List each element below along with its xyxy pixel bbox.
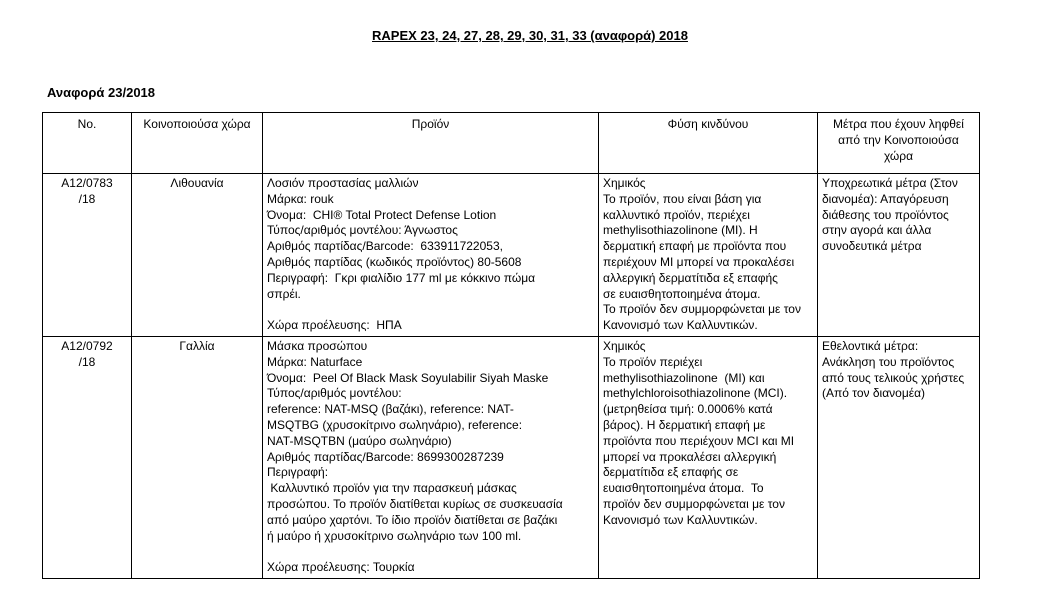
cell-measures: [818, 174, 980, 337]
cell-line: Λιθουανία: [170, 176, 224, 190]
cell-line: σε ευαισθητοποιημένα άτομα.: [603, 286, 761, 301]
cell-line: Λοσιόν προστασίας μαλλιών: [267, 176, 419, 190]
cell-line: συνοδευτικά μέτρα: [822, 239, 922, 254]
header-no: No.: [43, 113, 132, 174]
cell-line: Χημικός: [603, 338, 646, 353]
cell-line: Γαλλία: [179, 338, 215, 353]
cell-line: NAT-MSQTBN (μαύρο σωληνάριο): [267, 433, 452, 448]
cell-line: Αριθμός παρτίδας (κωδικός προϊόντος) 80-5608: [267, 254, 522, 269]
cell-line: Κανονισμό των Καλλυντικών.: [603, 318, 758, 333]
cell-line: Χώρα προέλευσης: ΗΠΑ: [267, 318, 402, 333]
cell-line: MSQTBG (χρυσοκίτρινο σωληνάριο), reference:: [267, 417, 523, 432]
cell-line: Εθελοντικά μέτρα:: [822, 338, 919, 353]
cell-line: Όνομα: CHI® Total Protect Defense Lotion: [267, 207, 497, 222]
report-heading: Αναφορά 23/2018: [47, 85, 156, 100]
cell-measures: [818, 336, 980, 578]
cell-country: [132, 174, 263, 337]
cell-line: Αριθμός παρτίδας/Barcode: 8699300287239: [267, 449, 504, 464]
cell-line: Το προϊόν δεν συμμορφώνεται με τον: [603, 302, 801, 317]
cell-line: διανομέα): Απαγόρευση: [822, 191, 949, 206]
cell-line: Χημικός: [603, 176, 646, 190]
cell-line: /18: [78, 191, 96, 206]
cell-no: [43, 174, 132, 337]
cell-line: Το προϊόν περιέχει: [603, 354, 703, 369]
header-country: Κοινοποιούσα χώρα: [132, 113, 263, 174]
cell-line: methylchloroisothiazolinone (MCI).: [603, 386, 788, 401]
document-title: RAPEX 23, 24, 27, 28, 29, 30, 31, 33 (αναφορά) 2018: [372, 28, 688, 43]
cell-line: από μαύρο χαρτόνι. Το ίδιο προϊόν διατίθεται σε βαζάκι: [267, 512, 558, 527]
cell-country: [132, 336, 263, 578]
cell-line: μπορεί να προκαλέσει αλλεργική: [603, 449, 777, 464]
header-measures: Μέτρα που έχουν ληφθεί από την Κοινοποιούσα χώρα: [818, 113, 980, 174]
cell-line: από τους τελικούς χρήστες: [822, 370, 965, 385]
cell-line: methylisothiazolinone (MI). Η: [603, 223, 758, 238]
cell-line: Κανονισμό των Καλλυντικών.: [603, 512, 758, 527]
cell-risk: [599, 336, 818, 578]
cell-no: [43, 336, 132, 578]
cell-line: περιέχουν MI μπορεί να προκαλέσει: [603, 254, 795, 269]
cell-line: προϊόν δεν συμμορφώνεται με τον: [603, 496, 785, 511]
cell-line: Περιγραφή: Γκρι φιαλίδιο 177 ml με κόκκινο πώμα: [267, 270, 536, 285]
cell-line: [267, 302, 594, 318]
cell-line: methylisothiazolinone (MI) και: [603, 370, 765, 385]
cell-line: Τύπος/αριθμός μοντέλου:: [267, 386, 402, 401]
header-product: Προϊόν: [263, 113, 599, 174]
cell-product: [263, 336, 599, 578]
cell-line: reference: NAT-MSQ (βαζάκι), reference: NAT-: [267, 402, 514, 417]
cell-line: ευαισθητοποιημένα άτομα. Το: [603, 481, 764, 496]
table-row: [43, 174, 980, 337]
cell-product: [263, 174, 599, 337]
header-risk: Φύση κινδύνου: [599, 113, 818, 174]
cell-line: προσώπου. Το προϊόν διατίθεται κυρίως σε συσκευασία: [267, 496, 563, 511]
cell-line: A12/0792: [61, 338, 113, 353]
cell-line: Μάσκα προσώπου: [267, 338, 368, 353]
cell-line: δερματίτιδα εξ επαφής σε: [603, 465, 739, 480]
cell-line: δερματική επαφή με προϊόντα που: [603, 239, 787, 254]
cell-line: ή μαύρο ή χρυσοκίτρινο σωληνάριο των 100 ml.: [267, 528, 522, 543]
cell-line: /18: [78, 354, 96, 369]
cell-line: στην αγορά και άλλα: [822, 223, 932, 238]
cell-line: Μάρκα: Naturface: [267, 354, 363, 369]
cell-line: Τύπος/αριθμός μοντέλου: Άγνωστος: [267, 223, 458, 238]
cell-line: βάρος). Η δερματική επαφή με: [603, 417, 766, 432]
cell-line: Υποχρεωτικά μέτρα (Στον: [822, 176, 958, 190]
cell-line: Καλλυντικό προϊόν για την παρασκευή μάσκας: [267, 481, 517, 496]
cell-line: Ανάκληση του προϊόντος: [822, 354, 955, 369]
cell-line: Το προϊόν, που είναι βάση για: [603, 191, 762, 206]
cell-line: (Από τον διανομέα): [822, 386, 926, 401]
cell-line: Μάρκα: rouk: [267, 191, 334, 206]
cell-line: καλλυντικό προϊόν, περιέχει: [603, 207, 750, 222]
cell-line: διάθεσης του προϊόντος: [822, 207, 949, 222]
cell-line: A12/0783: [61, 176, 113, 190]
cell-line: [267, 544, 594, 560]
cell-risk: [599, 174, 818, 337]
table-header-row: [43, 113, 980, 174]
rapex-table: [42, 112, 980, 579]
cell-line: Περιγραφή:: [267, 465, 329, 480]
cell-line: προϊόντα που περιέχουν MCI και MI: [603, 433, 795, 448]
cell-line: (μετρηθείσα τιμή: 0.0006% κατά: [603, 402, 773, 417]
cell-line: σπρέι.: [267, 286, 301, 301]
cell-line: Αριθμός παρτίδας/Barcode: 633911722053,: [267, 239, 503, 254]
cell-line: αλλεργική δερματίτιδα εξ επαφής: [603, 270, 778, 285]
table-row: [43, 336, 980, 578]
cell-line: Όνομα: Peel Of Black Mask Soyulabilir Siyah Maske: [267, 370, 549, 385]
cell-line: Χώρα προέλευσης: Τουρκία: [267, 560, 415, 575]
